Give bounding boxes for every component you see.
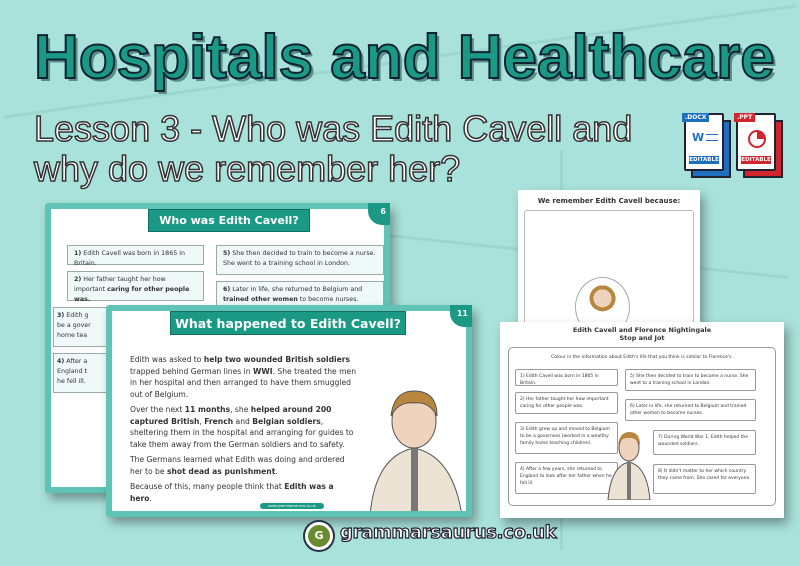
- ppt-editable-badge: EDITABLE: [741, 157, 771, 163]
- ws-box-1: 1) Edith Cavell was born in 1865 in Britain.: [515, 369, 618, 386]
- worksheet-we-remember: [518, 190, 700, 330]
- logo-letter: G: [314, 529, 324, 542]
- paragraph-4: Because of this, many people think that Edith was a hero.: [130, 482, 334, 503]
- edith-cavell-small-portrait: [605, 430, 653, 500]
- pie-chart-icon: [748, 130, 766, 148]
- page-title: Hospitals and Healthcare: [34, 23, 775, 92]
- word-icon: W: [692, 131, 718, 144]
- ws-box-6: 6) Later in life, she returned to Belgium and trained other women to become nurses.: [625, 399, 756, 421]
- slide1-heading: Who was Edith Cavell?: [148, 209, 310, 232]
- lesson-subtitle-line2: why do we remember her?: [34, 148, 461, 189]
- paragraph-1: Edith was asked to help two wounded British soldiers trapped behind German lines in WWI. She treated the men in her hospital and then arranged to have them smuggled out of Belgium.: [130, 355, 357, 399]
- fact-box-5: 5) She then decided to train to become a nurse. She went to a training school in London.: [216, 245, 384, 275]
- ppt-file-icon[interactable]: [736, 113, 776, 171]
- slide2-footer: www.grammarsaurus.co.uk: [260, 503, 324, 509]
- ws-box-3: 3) Edith grew up and moved to Belgium to be a governess (worked in a wealthy family home teaching children).: [515, 422, 618, 454]
- fact-box-4: 4) After a England t he fell ill.: [53, 353, 204, 393]
- slide2-heading: What happened to Edith Cavell?: [170, 311, 406, 335]
- fact-box-1: 1) Edith Cavell was born in 1865 in Britain.: [67, 245, 204, 265]
- worksheet2-subtitle: Stop and Jot: [619, 334, 665, 342]
- footer-site-link[interactable]: grammarsaurus.co.uk: [340, 522, 557, 543]
- ws-box-7: 7) During World War 1, Edith helped the wounded soldiers.: [653, 430, 756, 455]
- grammarsaurus-logo[interactable]: [305, 522, 333, 550]
- ppt-tag: .PPT: [734, 113, 755, 122]
- fact-box-6: 6) Later in life, she returned to Belgium and trained other women to become nurses.: [216, 281, 384, 311]
- fact-box-2: 2) Her father taught her how important caring for other people was.: [67, 271, 204, 301]
- slide1-page-number: 6: [368, 203, 390, 225]
- edith-cavell-portrait: [362, 386, 466, 511]
- slide2-body: [130, 354, 358, 508]
- worksheet-stop-and-jot: [500, 322, 784, 518]
- ws-box-2: 2) Her father taught her how important caring for other people was.: [515, 392, 618, 414]
- slide-what-happened-to-edith-cavell: [106, 305, 472, 517]
- ws-box-8: 8) It didn't matter to her which country they came from. She cared for everyone.: [653, 464, 756, 494]
- paragraph-3: The Germans learned what Edith was doing and ordered her to be shot dead as punishment.: [130, 455, 345, 476]
- lesson-subtitle-line1: Lesson 3 - Who was Edith Cavell and: [34, 108, 633, 149]
- slide2-page-number: 11: [450, 305, 472, 327]
- paragraph-2: Over the next 11 months, she helped around 200 captured British, French and Belgian soldiers, sheltering them in the hospital and arranging for guides to take them away from the German soldiers and to safety.: [130, 405, 354, 449]
- worksheet1-heading: We remember Edith Cavell because:: [537, 197, 681, 205]
- docx-file-icon[interactable]: [684, 113, 724, 171]
- docx-editable-badge: EDITABLE: [689, 157, 719, 163]
- docx-tag: .DOCX: [682, 113, 709, 122]
- ws-box-5: 5) She then decided to train to become a nurse. She went to a training school in London.: [625, 369, 756, 391]
- fact-box-3: 3) Edith g be a gover home tea: [53, 307, 204, 347]
- worksheet2-title: Edith Cavell and Florence Nightingale: [572, 326, 712, 334]
- ws-box-4: 4) After a few years, she returned to England to look after her father when he fell ill.: [515, 462, 618, 494]
- worksheet2-instruction: Colour in the information about Edith's life that you think is similar to Florence's.: [551, 355, 733, 360]
